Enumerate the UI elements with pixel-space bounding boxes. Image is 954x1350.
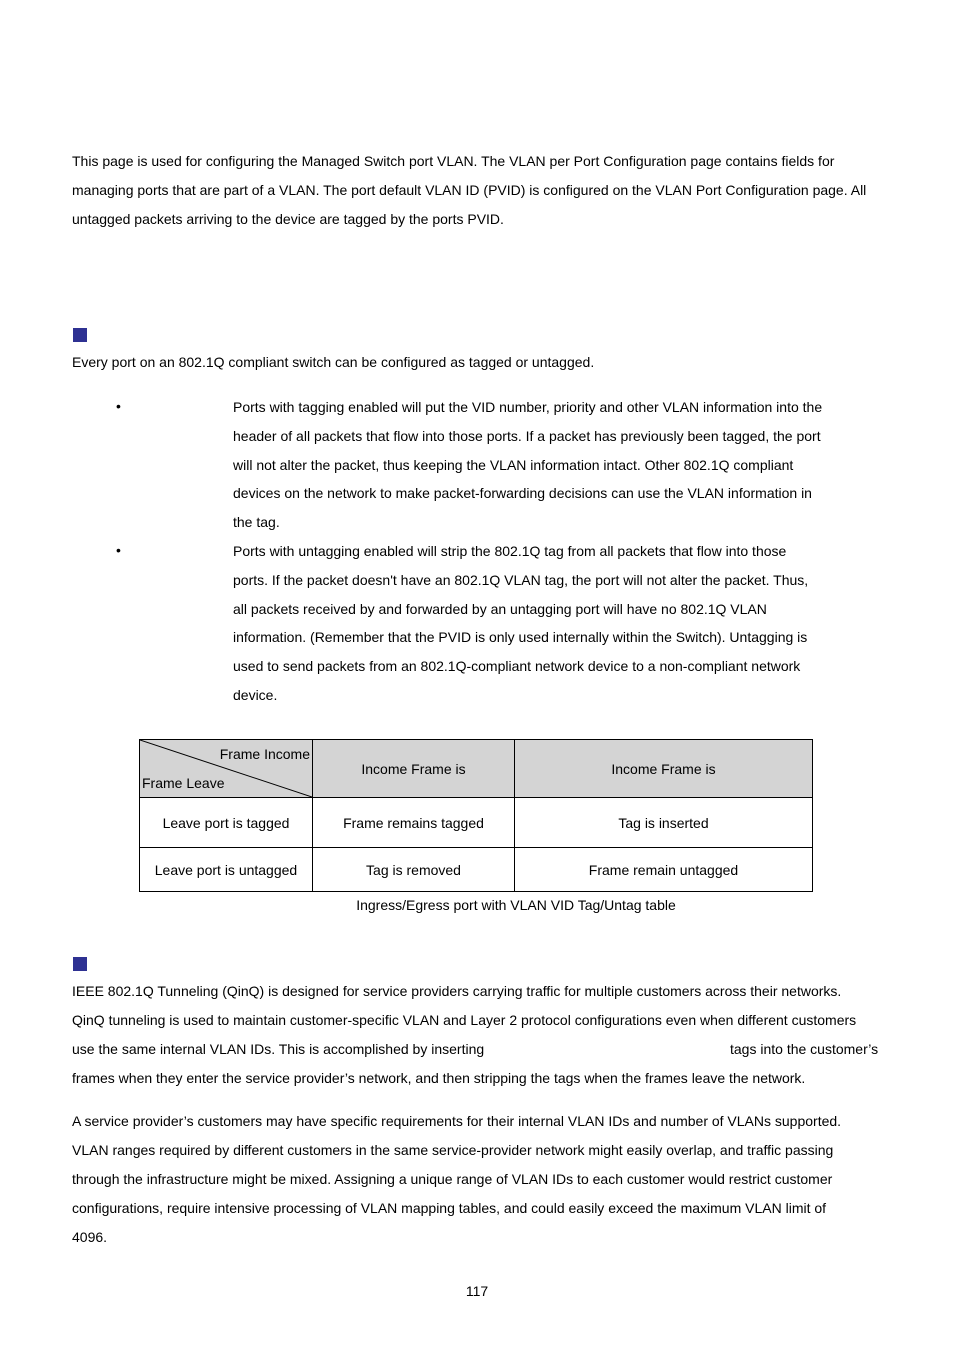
qinq-line-right: tags into the customer’s xyxy=(730,1041,879,1057)
bullet-line: all packets received by and forwarded by an untagging port will have no 802.1Q VLAN xyxy=(233,600,767,617)
bullet-line: device. xyxy=(233,686,278,703)
bullet-line: will not alter the packet, thus keeping the VLAN information intact. Other 802.1Q compliant xyxy=(233,456,794,473)
qinq-line: VLAN ranges required by different customers in the same service-provider network might easily overlap, and traffic passing xyxy=(72,1142,834,1158)
intro-line: managing ports that are part of a VLAN. The port default VLAN ID (PVID) is configured on the VLAN Port Configuration page. All xyxy=(72,182,867,198)
bullet-line: devices on the network to make packet-forwarding decisions can use the VLAN information in xyxy=(233,485,812,502)
section-marker-icon xyxy=(73,957,87,971)
qinq-line: A service provider’s customers may have specific requirements for their internal VLAN IDs and number of VLANs supported. xyxy=(72,1113,842,1129)
bullet-line: Ports with tagging enabled will put the VID number, priority and other VLAN information into the xyxy=(233,399,823,415)
bullet-line: header of all packets that flow into those ports. If a packet has previously been tagged, the port xyxy=(233,427,821,444)
qinq-line-split xyxy=(72,1035,892,1064)
table-cell: Leave port is tagged xyxy=(140,798,313,848)
table-cell: Leave port is untagged xyxy=(140,848,313,892)
intro-line: This page is used for configuring the Managed Switch port VLAN. The VLAN per Port Configuration page contains fields for xyxy=(72,153,835,169)
intro-line: untagged packets arriving to the device are tagged by the ports PVID. xyxy=(72,211,504,227)
qinq-line: QinQ tunneling is used to maintain customer-specific VLAN and Layer 2 protocol configurations even when different customers xyxy=(72,1012,857,1028)
table-caption: Ingress/Egress port with VLAN VID Tag/Untag table xyxy=(356,897,676,913)
qinq-line-left: use the same internal VLAN IDs. This is accomplished by inserting xyxy=(72,1041,485,1057)
section1-first-line xyxy=(72,348,892,377)
corner-label-income: Frame Income xyxy=(219,746,310,762)
qinq-line: configurations, require intensive processing of VLAN mapping tables, and could easily exceed the maximum VLAN limit of xyxy=(72,1200,827,1216)
qinq-line: 4096. xyxy=(72,1229,108,1245)
bullet-untagging xyxy=(233,537,843,710)
bullet-tagging xyxy=(233,393,843,537)
page-number: 117 xyxy=(465,1283,489,1299)
bullet-line: information. (Remember that the PVID is only used internally within the Switch). Untagging is xyxy=(233,629,808,646)
intro-paragraph xyxy=(72,147,892,234)
table-row xyxy=(140,848,813,892)
table-header-cell: Income Frame is xyxy=(313,740,515,798)
table-row xyxy=(140,798,813,848)
table-cell: Frame remain untagged xyxy=(515,848,813,892)
bullet-icon: • xyxy=(116,542,121,558)
section-marker-icon xyxy=(73,328,87,342)
table-header-cell: Income Frame is xyxy=(515,740,813,798)
vlan-tag-table xyxy=(139,739,813,892)
section1-text: Every port on an 802.1Q compliant switch can be configured as tagged or untagged. xyxy=(72,354,595,370)
bullet-line: Ports with untagging enabled will strip the 802.1Q tag from all packets that flow into those xyxy=(233,543,787,559)
qinq-paragraph-2 xyxy=(72,1107,892,1252)
table-cell: Tag is removed xyxy=(313,848,515,892)
qinq-line: through the infrastructure might be mixed. Assigning a unique range of VLAN IDs to each customer would restrict customer xyxy=(72,1171,833,1187)
table-header-row xyxy=(140,740,813,798)
bullet-line: used to send packets from an 802.1Q-compliant network device to a non-compliant network xyxy=(233,658,801,675)
qinq-line: frames when they enter the service provider’s network, and then stripping the tags when the frames leave the network. xyxy=(72,1070,806,1086)
bullet-icon: • xyxy=(116,398,121,414)
bullet-line: the tag. xyxy=(233,514,280,531)
table-cell: Tag is inserted xyxy=(515,798,813,848)
table-cell: Frame remains tagged xyxy=(313,798,515,848)
bullet-line: ports. If the packet doesn't have an 802.1Q VLAN tag, the port will not alter the packet. Thus, xyxy=(233,571,809,588)
qinq-paragraph-1 xyxy=(72,977,892,1093)
corner-label-leave: Frame Leave xyxy=(142,775,225,791)
table-corner-cell xyxy=(140,740,313,798)
qinq-line: IEEE 802.1Q Tunneling (QinQ) is designed for service providers carrying traffic for multiple customers across their networks. xyxy=(72,983,842,999)
